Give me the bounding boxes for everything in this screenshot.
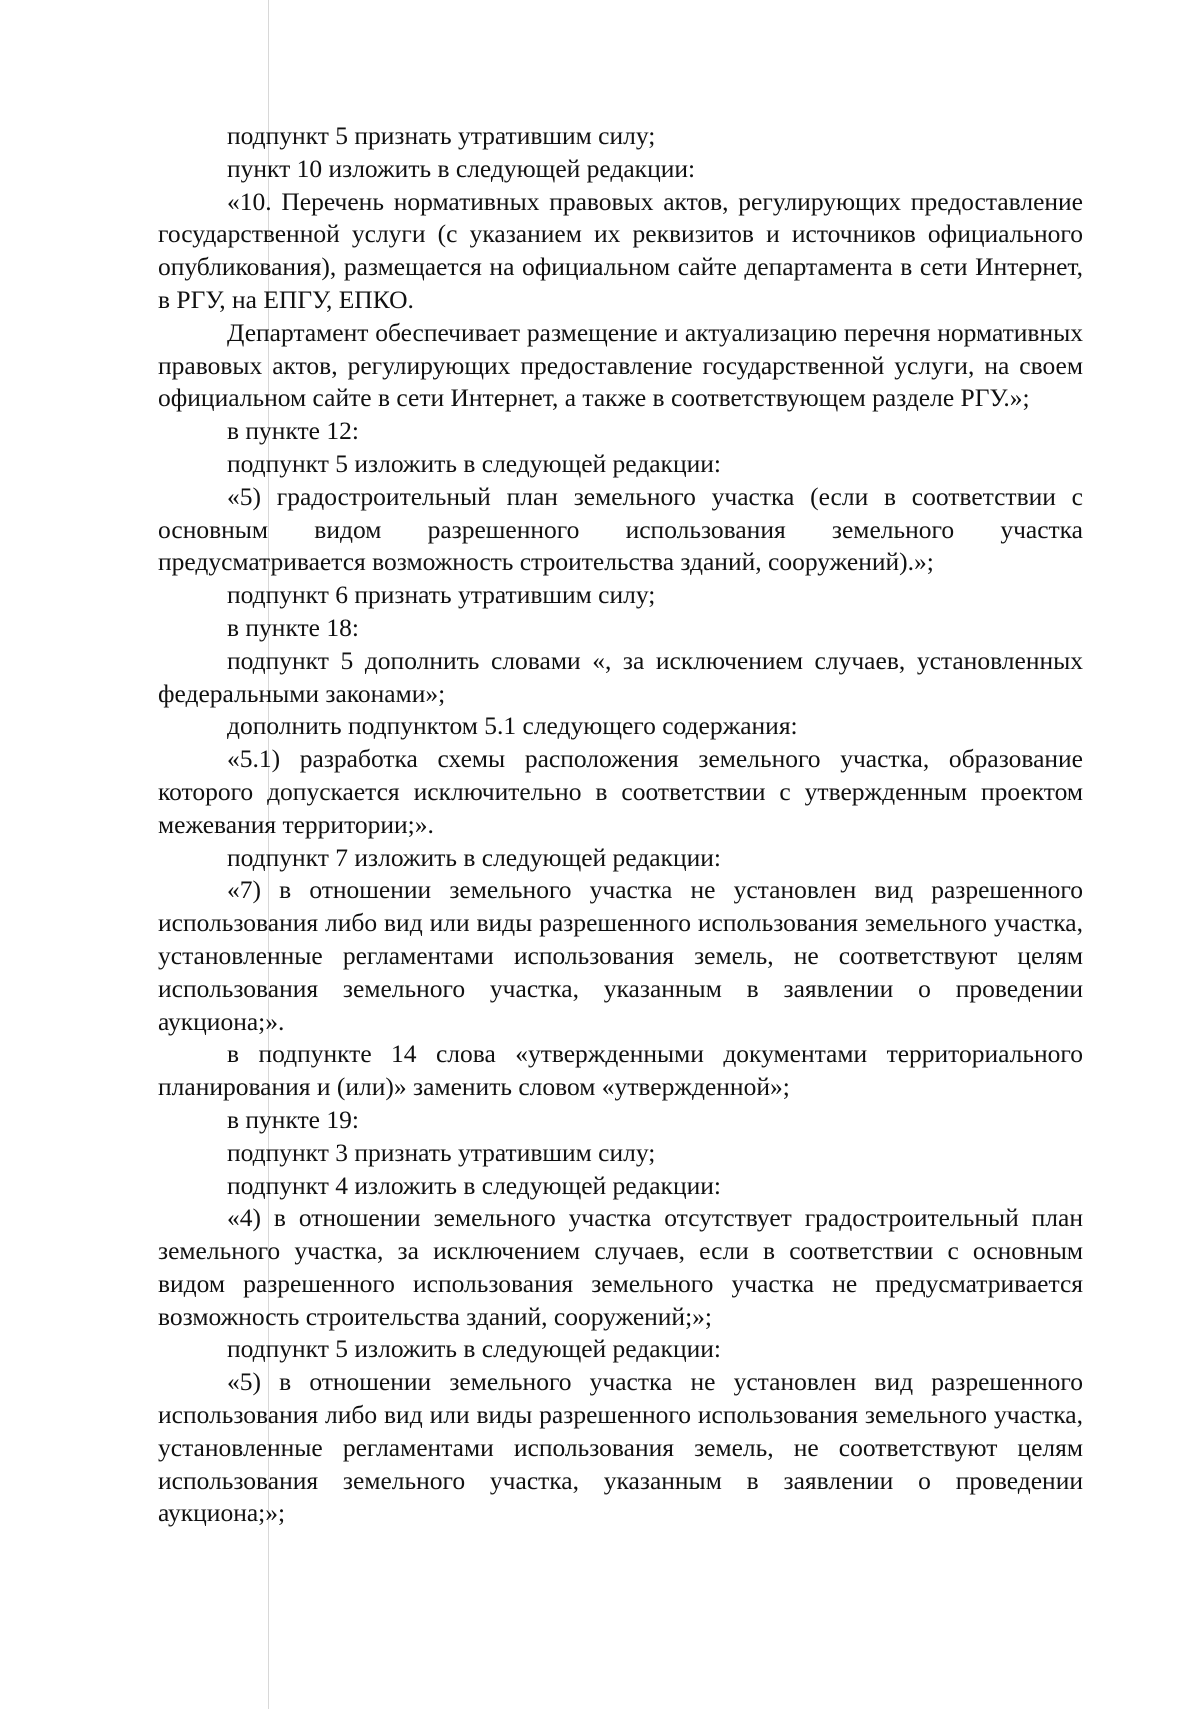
paragraph: в пункте 12:	[227, 416, 359, 446]
paragraph: дополнить подпунктом 5.1 следующего содержания:	[227, 711, 798, 741]
paragraph: подпункт 3 признать утратившим силу;	[227, 1137, 656, 1167]
paragraph: «5) в отношении земельного участка не установлен вид разрешенного использования либо вид или виды разрешенного использования земельного участка, установленные регламентами использования земель, не соответствуют целям использования земельного участка, указанным в заявлении о проведении аукциона;»;	[158, 1367, 1083, 1528]
paragraph: «7) в отношении земельного участка не установлен вид разрешенного использования либо вид или виды разрешенного использования земельного участка, установленные регламентами использования земель, не соответствуют целям использования земельного участка, указанным в заявлении о проведении аукциона;».	[158, 875, 1083, 1036]
paragraph: «10. Перечень нормативных правовых актов, регулирующих предоставление государственной услуги (с указанием их реквизитов и источников официального опубликования), размещается на официальном сайте департамента в сети Интернет, в РГУ, на ЕПГУ, ЕПКО.	[158, 186, 1083, 314]
paragraph: в пункте 19:	[227, 1104, 359, 1134]
paragraph: подпункт 5 признать утратившим силу;	[227, 121, 656, 150]
paragraph: подпункт 6 признать утратившим силу;	[227, 580, 656, 610]
paragraph: в пункте 18:	[227, 612, 359, 642]
paragraph: подпункт 5 дополнить словами «, за исключением случаев, установленных федеральными законами»;	[158, 645, 1083, 708]
paragraph: «5.1) разработка схемы расположения земельного участка, образование которого допускается исключительно в соответствии с утвержденным проектом межевания территории;».	[158, 744, 1083, 839]
paragraph: «4) в отношении земельного участка отсутствует градостроительный план земельного участка, за исключением случаев, если в соответствии с основным видом разрешенного использования земельного участка не предусматривается возможность строительства зданий, сооружений;»;	[158, 1203, 1083, 1331]
paragraph: «5) градостроительный план земельного участка (если в соответствии с основным видом разрешенного использования земельного участка предусматривается возможность строительства зданий, сооружений).»;	[158, 481, 1083, 577]
paragraph: Департамент обеспечивает размещение и актуализацию перечня нормативных правовых актов, регулирующих предоставление государственной услуги, на своем официальном сайте в сети Интернет, а также в соответствующем разделе РГУ.»;	[158, 317, 1083, 413]
paragraph: подпункт 7 изложить в следующей редакции:	[227, 842, 721, 872]
paragraph: подпункт 5 изложить в следующей редакции:	[227, 448, 721, 478]
paragraph: пункт 10 изложить в следующей редакции:	[227, 153, 696, 183]
paragraph: подпункт 5 изложить в следующей редакции:	[227, 1334, 721, 1364]
paragraph: подпункт 4 изложить в следующей редакции:	[227, 1170, 721, 1200]
paragraph: в подпункте 14 слова «утвержденными документами территориального планирования и (или)» заменить словом «утвержденной»;	[158, 1039, 1083, 1102]
document-body	[158, 120, 1083, 1530]
